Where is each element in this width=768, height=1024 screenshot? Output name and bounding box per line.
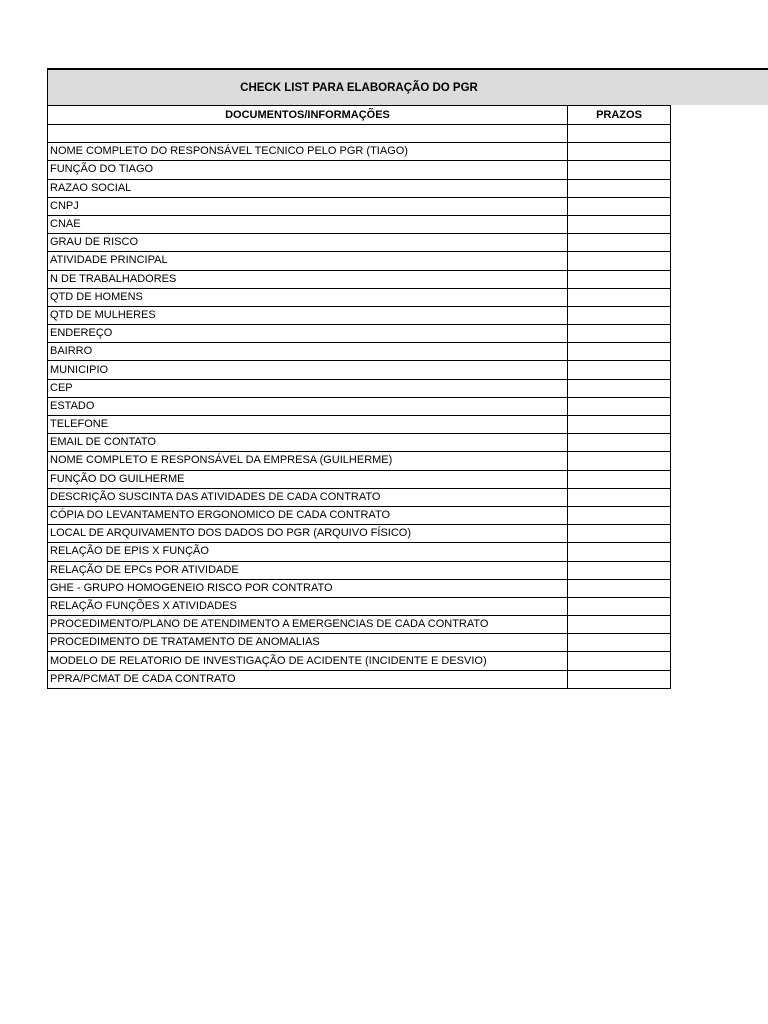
document-cell[interactable]: CNAE <box>48 215 568 233</box>
column-header-deadlines: PRAZOS <box>568 106 671 125</box>
deadline-cell[interactable] <box>568 616 671 634</box>
document-cell[interactable]: EMAIL DE CONTATO <box>48 434 568 452</box>
deadline-cell[interactable] <box>568 506 671 524</box>
deadline-cell[interactable] <box>568 543 671 561</box>
document-cell[interactable] <box>48 125 568 143</box>
table-row <box>48 397 671 415</box>
checklist-table <box>47 105 671 689</box>
deadline-cell[interactable] <box>568 634 671 652</box>
checklist-title: CHECK LIST PARA ELABORAÇÃO DO PGR <box>240 82 478 94</box>
checklist-sheet <box>47 68 768 689</box>
deadline-cell[interactable] <box>568 597 671 615</box>
table-row <box>48 379 671 397</box>
deadline-cell[interactable] <box>568 397 671 415</box>
deadline-cell[interactable] <box>568 288 671 306</box>
document-cell[interactable]: N DE TRABALHADORES <box>48 270 568 288</box>
table-row <box>48 525 671 543</box>
deadline-cell[interactable] <box>568 416 671 434</box>
table-row <box>48 361 671 379</box>
deadline-cell[interactable] <box>568 306 671 324</box>
deadline-cell[interactable] <box>568 470 671 488</box>
document-cell[interactable]: FUNÇÃO DO GUILHERME <box>48 470 568 488</box>
table-row <box>48 597 671 615</box>
document-cell[interactable]: DESCRIÇÃO SUSCINTA DAS ATIVIDADES DE CADA CONTRATO <box>48 488 568 506</box>
deadline-cell[interactable] <box>568 325 671 343</box>
table-row <box>48 179 671 197</box>
document-cell[interactable]: RAZAO SOCIAL <box>48 179 568 197</box>
table-row <box>48 252 671 270</box>
table-row <box>48 343 671 361</box>
document-cell[interactable]: LOCAL DE ARQUIVAMENTO DOS DADOS DO PGR (ARQUIVO FÍSICO) <box>48 525 568 543</box>
deadline-cell[interactable] <box>568 488 671 506</box>
document-cell[interactable]: QTD DE HOMENS <box>48 288 568 306</box>
deadline-cell[interactable] <box>568 452 671 470</box>
table-row <box>48 616 671 634</box>
table-row <box>48 125 671 143</box>
document-cell[interactable]: ESTADO <box>48 397 568 415</box>
deadline-cell[interactable] <box>568 179 671 197</box>
document-cell[interactable]: NOME COMPLETO E RESPONSÁVEL DA EMPRESA (GUILHERME) <box>48 452 568 470</box>
document-cell[interactable]: ATIVIDADE PRINCIPAL <box>48 252 568 270</box>
table-row <box>48 234 671 252</box>
document-cell[interactable]: PPRA/PCMAT DE CADA CONTRATO <box>48 670 568 688</box>
header-row <box>48 106 671 125</box>
document-cell[interactable]: CNPJ <box>48 197 568 215</box>
deadline-cell[interactable] <box>568 252 671 270</box>
document-cell[interactable]: PROCEDIMENTO DE TRATAMENTO DE ANOMALIAS <box>48 634 568 652</box>
table-row <box>48 161 671 179</box>
table-row <box>48 306 671 324</box>
deadline-cell[interactable] <box>568 343 671 361</box>
document-cell[interactable]: BAIRRO <box>48 343 568 361</box>
deadline-cell[interactable] <box>568 434 671 452</box>
deadline-cell[interactable] <box>568 215 671 233</box>
document-cell[interactable]: RELAÇÃO DE EPIS X FUNÇÃO <box>48 543 568 561</box>
document-cell[interactable]: TELEFONE <box>48 416 568 434</box>
table-row <box>48 670 671 688</box>
table-row <box>48 143 671 161</box>
deadline-cell[interactable] <box>568 197 671 215</box>
table-row <box>48 579 671 597</box>
table-row <box>48 197 671 215</box>
table-row <box>48 506 671 524</box>
document-cell[interactable]: GRAU DE RISCO <box>48 234 568 252</box>
deadline-cell[interactable] <box>568 379 671 397</box>
table-row <box>48 434 671 452</box>
deadline-cell[interactable] <box>568 270 671 288</box>
table-row <box>48 470 671 488</box>
deadline-cell[interactable] <box>568 361 671 379</box>
table-row <box>48 215 671 233</box>
document-cell[interactable]: FUNÇÃO DO TIAGO <box>48 161 568 179</box>
deadline-cell[interactable] <box>568 143 671 161</box>
document-cell[interactable]: NOME COMPLETO DO RESPONSÁVEL TECNICO PELO PGR (TIAGO) <box>48 143 568 161</box>
deadline-cell[interactable] <box>568 670 671 688</box>
table-row <box>48 288 671 306</box>
table-row <box>48 452 671 470</box>
document-cell[interactable]: PROCEDIMENTO/PLANO DE ATENDIMENTO A EMERGENCIAS DE CADA CONTRATO <box>48 616 568 634</box>
deadline-cell[interactable] <box>568 561 671 579</box>
table-row <box>48 652 671 670</box>
document-cell[interactable]: CÓPIA DO LEVANTAMENTO ERGONOMICO DE CADA CONTRATO <box>48 506 568 524</box>
document-cell[interactable]: MODELO DE RELATORIO DE INVESTIGAÇÃO DE ACIDENTE (INCIDENTE E DESVIO) <box>48 652 568 670</box>
checklist-rows <box>48 125 671 689</box>
document-cell[interactable]: CEP <box>48 379 568 397</box>
table-row <box>48 270 671 288</box>
deadline-cell[interactable] <box>568 161 671 179</box>
document-cell[interactable]: QTD DE MULHERES <box>48 306 568 324</box>
document-cell[interactable]: RELAÇÃO FUNÇÕES X ATIVIDADES <box>48 597 568 615</box>
table-row <box>48 634 671 652</box>
document-cell[interactable]: MUNICIPIO <box>48 361 568 379</box>
deadline-cell[interactable] <box>568 652 671 670</box>
column-header-documents: DOCUMENTOS/INFORMAÇÕES <box>48 106 568 125</box>
table-row <box>48 561 671 579</box>
title-band <box>47 68 768 105</box>
document-cell[interactable]: GHE - GRUPO HOMOGENEIO RISCO POR CONTRATO <box>48 579 568 597</box>
table-row <box>48 325 671 343</box>
deadline-cell[interactable] <box>568 579 671 597</box>
document-cell[interactable]: ENDEREÇO <box>48 325 568 343</box>
deadline-cell[interactable] <box>568 125 671 143</box>
table-row <box>48 416 671 434</box>
deadline-cell[interactable] <box>568 234 671 252</box>
table-row <box>48 488 671 506</box>
table-row <box>48 543 671 561</box>
deadline-cell[interactable] <box>568 525 671 543</box>
document-cell[interactable]: RELAÇÃO DE EPCs POR ATIVIDADE <box>48 561 568 579</box>
